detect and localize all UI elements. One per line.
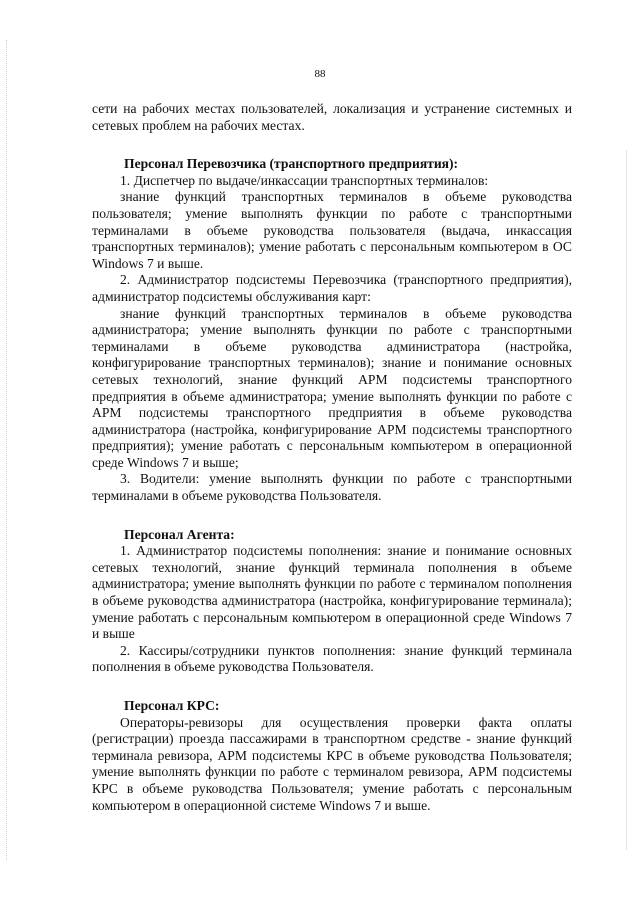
paragraph: 2. Кассиры/сотрудники пунктов пополнения: знание функций терминала пополнения в объеме руководства Пользователя.: [92, 642, 572, 675]
scan-edge-mark: [6, 40, 8, 860]
section-heading-agent: Персонал Агента:: [124, 526, 235, 542]
section-heading-krs: Персонал КРС:: [124, 698, 220, 713]
paragraph: 1. Администратор подсистемы пополнения: знание и понимание основных сетевых технологий, знание функций терминала пополнения в объеме администратора; умение выполнять функции по работе с терминалом пополнения в объеме руководства администратора (настройка, конфигурирование терминала); умение работать с персональным компьютером в операционной среде Windows 7 и выше: [92, 543, 572, 642]
page-number: 88: [314, 68, 326, 80]
paragraph: 1. Диспетчер по выдаче/инкассации транспортных терминалов:: [120, 172, 489, 188]
paragraph: сети на рабочих местах пользователей, локализация и устранение системных и сетевых проблем на рабочих местах.: [92, 101, 572, 133]
section-heading-carrier: Персонал Перевозчика (транспортного предприятия):: [124, 156, 459, 172]
paragraph: 3. Водители: умение выполнять функции по работе с транспортными терминалами в объеме руководства Пользователя.: [92, 471, 572, 504]
paragraph: Операторы-ревизоры для осуществления проверки факта оплаты (регистрации) проезда пассажирами в транспортном средстве - знание функций терминала ревизора, АРМ подсистемы КРС в объеме руководства Пользователя; умение выполнять функции по работе с терминалом ревизора, АРМ подсистемы КРС в объеме руководства Пользователя; умение работать с персональным компьютером в операционной системе Windows 7 и выше.: [92, 714, 572, 813]
paragraph: знание функций транспортных терминалов в объеме руководства администратора; умение выполнять функции по работе с транспортными терминалами в объеме руководства администратора (настройка, конфигурирование транспортных терминалов); знание и понимание основных сетевых технологий, знание функций АРМ подсистемы транспортного предприятия в объеме администратора; умение выполнять функции по работе с АРМ подсистемы транспортного предприятия в объеме руководства администратора (настройка, конфигурирование АРМ подсистемы транспортного предприятия); умение работать с персональным компьютером в операционной среде Windows 7 и выше;: [92, 305, 572, 470]
document-body: [92, 101, 572, 814]
scan-edge-mark: [626, 150, 628, 850]
paragraph: знание функций транспортных терминалов в объеме руководства пользователя; умение выполнять функции по работе с транспортными терминалами в объеме руководства пользователя (выдача, инкассация транспортных терминалов); умение работать с персональным компьютером в ОС Windows 7 и выше.: [92, 189, 572, 271]
paragraph: 2. Администратор подсистемы Перевозчика (транспортного предприятия), администратор подсистемы обслуживания карт:: [92, 272, 572, 304]
